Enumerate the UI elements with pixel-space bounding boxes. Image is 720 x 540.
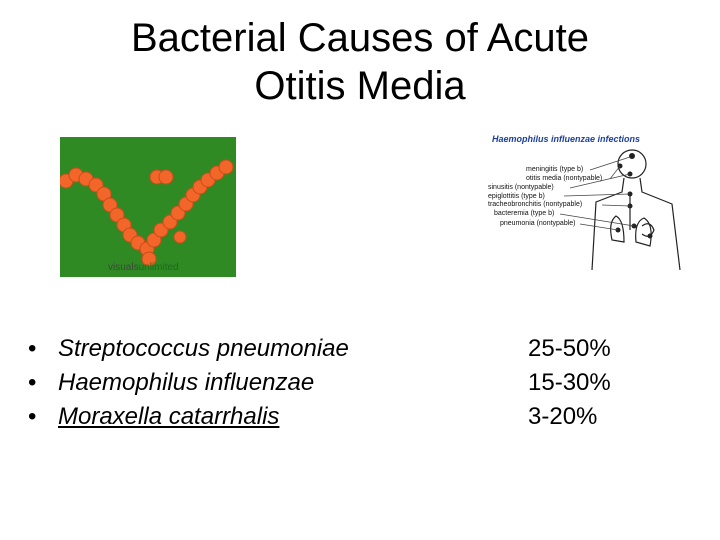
bacterium-name: Haemophilus influenzae — [58, 369, 315, 396]
list-item — [28, 332, 349, 366]
watermark-part-a: visuals — [108, 262, 139, 273]
list-item — [28, 400, 349, 434]
percent-value: 25-50% — [528, 335, 611, 362]
diagram-label-pneumonia: pneumonia (nontypable) — [500, 220, 576, 227]
percent-value: 3-20% — [528, 403, 598, 430]
percent-column — [528, 332, 611, 434]
bacteria-list — [28, 332, 349, 434]
bullet: • — [28, 369, 37, 396]
title-line-1: Bacterial Causes of Acute — [130, 16, 590, 60]
percent-value: 15-30% — [528, 369, 611, 396]
diagram-label-bacteremia: bacteremia (type b) — [494, 210, 555, 217]
cocci-chain-graphic — [60, 137, 236, 277]
diagram-label-epiglottitis: epiglottitis (type b) — [488, 193, 545, 200]
micrograph-watermark — [108, 262, 179, 273]
bacterium-name: Moraxella catarrhalis — [58, 403, 280, 430]
diagram-title: Haemophilus influenzae infections — [492, 134, 641, 144]
list-item — [28, 366, 349, 400]
watermark-part-b: unlimited — [138, 262, 179, 273]
slide-title — [60, 14, 660, 110]
diagram-label-tracheobronchitis: tracheobronchitis (nontypable) — [488, 201, 583, 208]
body-outline-graphic — [484, 130, 684, 270]
haemophilus-infections-diagram — [484, 130, 684, 270]
bullet: • — [28, 403, 37, 430]
title-line-2: Otitis Media — [254, 64, 466, 108]
streptococcus-micrograph — [60, 137, 236, 277]
bullet: • — [28, 335, 37, 362]
diagram-label-sinusitis: sinusitis (nontypable) — [488, 184, 554, 191]
bacterium-name: Streptococcus pneumoniae — [58, 335, 349, 362]
diagram-label-meningitis: meningitis (type b) — [526, 166, 584, 173]
diagram-label-otitis-media: otitis media (nontypable) — [526, 175, 603, 182]
